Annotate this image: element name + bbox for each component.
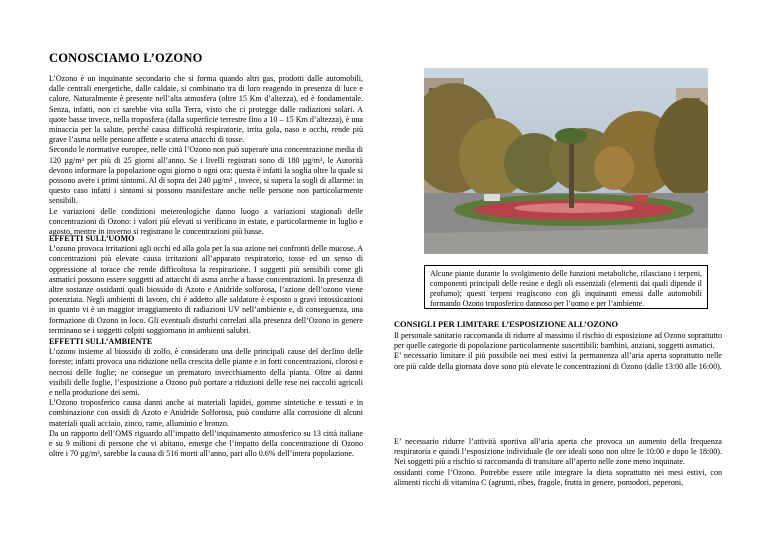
page-title: CONOSCIAMO L’OZONO [49,51,203,65]
photo-caption: Alcune piante durante lo svolgimento delle funzioni metaboliche, rilasciano i terpeni, componenti principali delle resine e degli oli essenziali (elementi dai quali dipende il profumo); questi terpeni reagiscono con gli inquinanti emessi dalle automobili formando Ozono troposferico dannoso per l’uomo e per l’ambiente. [424,265,708,309]
ambiente-heading: EFFETTI SULL’AMBIENTE [49,337,153,346]
intro-paragraph-1: L’Ozono è un inquinante secondario che si forma quando altri gas, prodotti dalle automobili, dalle centrali energetiche, dalle caldaie, si combinano tra di loro reagendo in presenza di luce e calore. Naturalmente è presente nell’alta atmosfera (oltre 15 Km d’altezza), ed è fondamentale. Senza, infatti, non ci sarebbe vita sulla Terra, visto che ci protegge dalle radiazioni solari. A quote basse invece, nella troposfera (dalla superficie terrestre fino a 10 – 15 Km d’altezza), è una minaccia per la salute, perché causa difficoltà respiratorie, irrita gola, naso e occhi, rende più grave l’asma nelle persone affette e scatena attacchi di tosse. [49,74,363,145]
intro-paragraph-3: Le variazioni delle condizioni metereologiche danno luogo a variazioni stagionali delle concentrazioni di Ozono: i valori più elevati si verificano in estate, e particolarmente in luglio e agosto, mentre in inverno si registrano le concentrazioni più basse. [49,206,363,237]
consigli-paragraph-2: E’ necessario limitare il più possibile nei mesi estivi la permanenza all’aria aperta soprattutto nelle ore più calde della giornata dove sono più elevate le concentrazioni di Ozono (dalle 13:00 alle 16:00). [394,351,722,371]
consigli-paragraph-3: E’ necessario ridurre l’attività sportiva all’aria aperta che provoca un aumento della frequenza respiratoria e quindi l’esposizione individuale (le ore ideali sono non oltre le 10:00 e dopo le 18:00). Nei soggetti più a rischio si raccomanda di transitare all’aperto nelle zone meno inquinate. [394,437,722,467]
consigli-heading: CONSIGLI PER LIMITARE L’ESPOSIZIONE ALL’OZONO [394,320,619,329]
intro-section [49,74,363,237]
ambiente-paragraph-3: Da un rapporto dell’OMS riguardo all’impatto dell’inquinamento atmosferico su 13 città italiane e su 9 milioni di persone che vi abitano, emerge che l’impatto della concentrazione di Ozono oltre i 70 µg/m³, sarebbe la causa di 516 morti all’anno, pari allo 0.6% dell’intera popolazione. [49,428,363,459]
ambiente-paragraph-1: L’ozono insieme al biossido di zolfo, è considerato una delle principali cause del declino delle foreste; infatti provoca una riduzione nella crescita delle piante e in forti concentrazioni, clorosi e necrosi delle foglie; ne consegue un prematuro invecchiamento della pianta. Oltre ai danni visibili delle foglie, l’esposizione a Ozono può portare a riduzioni delle rese nei raccolti agricoli e nella produzione dei semi. [49,347,363,398]
intro-paragraph-2: Secondo le normative europee, nelle città l’Ozono non può superare una concentrazione media di 120 µg/m³ per più di 25 giorni all’anno. Se i livelli registrati sono di 180 µg/m³, le Autorità devono informare la popolazione ogni giorno o ogni ora: questa è infatti la soglia oltre la quale si possono avere i primi sintomi. Al di sopra dei 240 µg/m³ , invece, si supera la sogli di allarme: in questo caso infatti i sintomi si possono manifestare anche nelle persone non particolarmente sensibili. [49,145,363,206]
ambiente-section [49,337,363,459]
consigli-paragraph-1: Il personale sanitario raccomanda di ridurre al massimo il rischio di esposizione ad Ozono soprattutto per quelle categorie di popolazione particolarmente suscettibili: bambini, anziani, soggetti asmatici. [394,331,722,351]
ambiente-paragraph-2: L’Ozono troposferico causa danni anche ai materiali lapidei, gomme sintetiche e tessuti e in combinazione con ossidi di Azoto e Anidride Solforosa, può condurre alla corrosione di alcuni materiali quali acciaio, zinco, rame, alluminio e bronzo. [49,398,363,428]
uomo-section [49,234,363,336]
consigli-section-2 [394,437,722,488]
city-roundabout-photo [424,68,708,254]
uomo-text: L’ozono provoca irritazioni agli occhi ed alla gola per la sua azione nei confronti delle mucose. A concentrazioni più elevate causa irritazioni all’apparato respiratorio, tosse ed un senso di oppressione al torace che rende difficoltosa la respirazione. I soggetti più sensibili come gli asmatici possono essere soggetti ad attacchi di asma anche a basse concentrazioni. In presenza di altre sostanze ossidanti quali biossido di Azoto e Anidride solforosa, l’azione dell’ozono viene potenziata. Negli ambienti di lavoro, chi è addetto alle saldature è esposto a gravi intossicazioni in quanto vi è un maggior irraggiamento di radiazioni UV nell’ambiente e, di conseguenza, una formazione di Ozono in loco. Gli eventuali disturbi correlati alla presenza dell’Ozono in genere terminano se i soggetti colpiti soggiornano in ambienti salubri. [49,244,363,335]
consigli-paragraph-4: ossidanti come l’Ozono. Potrebbe essere utile integrare la dieta soprattutto nei mesi estivi, con alimenti ricchi di vitamina C (agrumi, ribes, fragole, frutta in genere, pomodori, peperoni, [394,467,722,487]
consigli-section [394,331,722,372]
city-roundabout-illustration [424,68,708,254]
uomo-heading: EFFETTI SULL’UOMO [49,234,135,243]
